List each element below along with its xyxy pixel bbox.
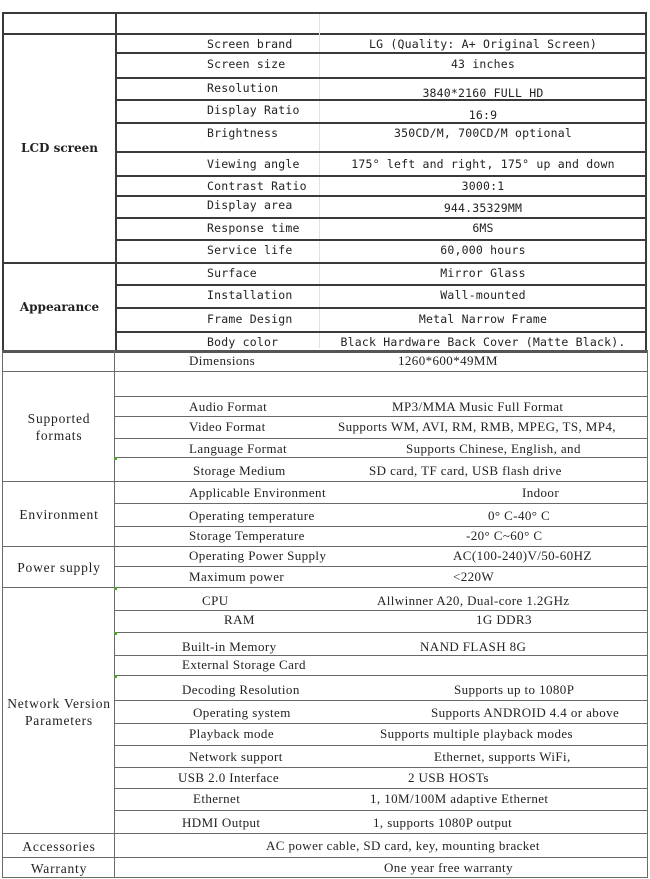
row-border: [116, 151, 646, 153]
row-border: [115, 503, 648, 504]
bottom-table-top-border: [2, 350, 648, 353]
row-border: [115, 700, 648, 701]
right-border: [645, 12, 647, 350]
spec-value: 60,000 hours: [440, 243, 526, 257]
spec-value: MP3/MMA Music Full Format: [392, 399, 564, 414]
spec-value: 175° left and right, 175° up and down: [351, 157, 615, 171]
cell-marker: [114, 632, 117, 635]
spec-label: Brightness: [207, 126, 279, 140]
spec-label: Operating Power Supply: [189, 548, 327, 563]
spec-label: Storage Medium: [193, 463, 286, 478]
spec-label: RAM: [224, 612, 255, 627]
spec-label: Screen brand: [207, 36, 293, 51]
category-power-supply: Power supply: [17, 559, 101, 575]
spec-label: Built-in Memory: [182, 639, 277, 654]
spec-value: 1, 10M/100M adaptive Ethernet: [370, 791, 549, 806]
spec-label: Display area: [207, 197, 293, 212]
spec-label: Operating temperature: [189, 508, 315, 523]
spec-value: One year free warranty: [384, 860, 513, 875]
label-value-divider: [319, 14, 320, 348]
row-border: [115, 723, 648, 724]
row-border: [115, 810, 648, 811]
spec-value: AC(100-240)V/50-60HZ: [453, 548, 592, 563]
spec-value: NAND FLASH 8G: [420, 639, 527, 654]
spec-value: Black Hardware Back Cover (Matte Black).: [340, 335, 626, 349]
spec-value: 43 inches: [450, 57, 516, 71]
category-divider: [115, 12, 117, 350]
row-border: [116, 77, 646, 79]
cell-marker: [114, 587, 117, 590]
spec-label: Display Ratio: [207, 103, 300, 117]
row-border: [115, 767, 648, 768]
spec-label: Resolution: [207, 81, 279, 95]
row-border: [115, 788, 648, 789]
spec-label: Surface: [207, 266, 257, 280]
spec-value: 6MS: [472, 221, 494, 235]
spec-label: Frame Design: [207, 312, 293, 326]
spec-label: Playback mode: [189, 726, 274, 741]
spec-label: Decoding Resolution: [182, 682, 300, 697]
left-border: [2, 350, 3, 878]
category-network-version-parameters: Network Version Parameters: [7, 696, 111, 728]
spec-label: Contrast Ratio: [207, 178, 307, 193]
row-border: [115, 745, 648, 746]
spec-label: HDMI Output: [182, 815, 261, 830]
spec-value: 1260*600*49MM: [398, 353, 498, 368]
category-appearance: Appearance: [19, 299, 100, 314]
spec-label: USB 2.0 Interface: [178, 770, 280, 785]
spec-label: Video Format: [189, 419, 266, 434]
spec-value: 944.35329MM: [443, 200, 523, 215]
section-border: [2, 587, 648, 588]
spec-value: 2 USB HOSTs: [408, 770, 489, 785]
spec-label: Storage Temperature: [189, 528, 305, 543]
spec-value: AC power cable, SD card, key, mounting bracket: [266, 838, 540, 853]
spec-label: CPU: [202, 593, 229, 608]
spec-label: Maximum power: [189, 569, 285, 584]
row-border: [115, 632, 648, 633]
row-border: [115, 675, 648, 676]
spec-label: Response time: [207, 221, 300, 235]
row-border: [116, 195, 646, 197]
spec-value: SD card, TF card, USB flash drive: [369, 463, 562, 478]
spec-value: Supports up to 1080P: [454, 682, 575, 697]
spec-label: Installation: [207, 288, 293, 302]
section-border: [2, 371, 648, 372]
spec-label: Viewing angle: [207, 157, 300, 171]
spec-value: Metal Narrow Frame: [418, 312, 548, 326]
category-accessories: Accessories: [22, 838, 96, 854]
row-border: [116, 331, 646, 333]
spec-value: 1G DDR3: [476, 612, 532, 627]
spec-value: 0° C-40° C: [488, 508, 551, 523]
row-border: [115, 396, 648, 397]
right-border: [647, 350, 648, 878]
table-top-border: [2, 12, 647, 14]
spec-label: Ethernet: [193, 791, 241, 806]
section-border: [2, 833, 648, 834]
row-border: [115, 416, 648, 417]
row-border: [115, 610, 648, 611]
spec-label: Operating system: [193, 705, 291, 720]
category-supported-formats: Supported formats: [27, 411, 91, 443]
row-border: [116, 307, 646, 309]
spec-label: Body color: [207, 335, 279, 349]
spec-label: Screen size: [207, 57, 286, 71]
spec-value: 1, supports 1080P output: [373, 815, 513, 830]
cell-marker: [114, 457, 117, 460]
spec-value: Indoor: [522, 485, 560, 500]
section-border: [2, 857, 648, 858]
category-warranty: Warranty: [30, 861, 88, 876]
spec-label: Dimensions: [189, 353, 256, 368]
row-border: [115, 438, 648, 439]
spec-value: LG (Quality: A+ Original Screen): [369, 36, 597, 51]
spec-value: Mirror Glass: [440, 266, 526, 280]
spec-value: <220W: [453, 569, 495, 584]
spec-value: Wall-mounted: [440, 288, 526, 302]
spec-value: Supports Chinese, English, and: [406, 441, 581, 456]
spec-value: Supports multiple playback modes: [380, 726, 573, 741]
spec-label: Language Format: [189, 441, 288, 456]
spec-label: Service life: [207, 243, 293, 257]
spec-value: Allwinner A20, Dual-core 1.2GHz: [377, 593, 570, 608]
spec-label: External Storage Card: [182, 657, 306, 672]
cell-marker: [114, 675, 117, 678]
spec-value: 16:9: [468, 108, 498, 122]
spec-value: Supports WM, AVI, RM, RMB, MPEG, TS, MP4,: [338, 419, 616, 434]
spec-label: Network support: [189, 749, 283, 764]
spec-label: Applicable Environment: [189, 485, 326, 500]
spec-label: Audio Format: [189, 399, 268, 414]
row-border: [115, 566, 648, 567]
spec-value: Supports ANDROID 4.4 or above: [431, 705, 620, 720]
spec-value: 3840*2160 FULL HD: [422, 86, 544, 100]
spec-value: Ethernet, supports WiFi,: [434, 749, 571, 764]
category-divider: [114, 350, 115, 878]
category-lcd-screen: LCD screen: [21, 141, 98, 155]
spec-value: 350CD/M, 700CD/M optional: [393, 126, 573, 140]
category-environment: Environment: [19, 506, 99, 522]
spec-value: -20° C~60° C: [466, 528, 543, 543]
spec-value: 3000:1: [461, 178, 505, 193]
